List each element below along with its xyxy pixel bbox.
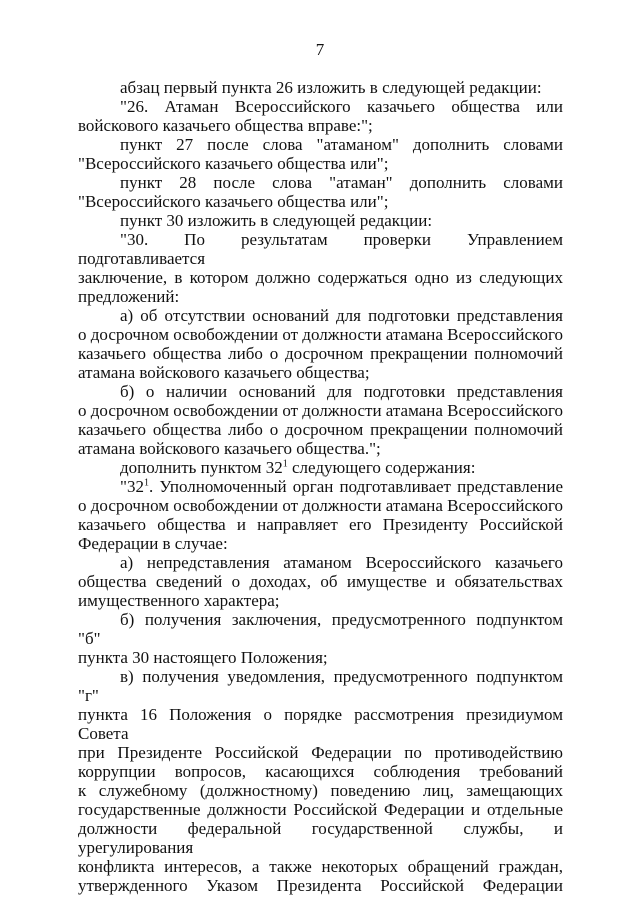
text-line: атамана войскового казачьего общества; <box>78 363 370 382</box>
text-line: б) получения заключения, предусмотренного подпунктом "б" <box>78 610 563 648</box>
text-line: пункт 27 после слова "атаманом" дополнить словами <box>120 135 563 154</box>
text-line: а) непредставления атаманом Всероссийского казачьего <box>120 553 563 572</box>
superscript: 1 <box>282 458 288 470</box>
text-line: в) получения уведомления, предусмотренного подпунктом "г" <box>78 667 563 705</box>
text-line: казачьего общества либо о досрочном прекращении полномочий <box>78 344 563 363</box>
text-line: общества сведений о доходах, об имуществе и обязательствах <box>78 572 563 591</box>
text-line: "26. Атаман Всероссийского казачьего общества или <box>120 97 563 116</box>
document-body <box>78 78 563 895</box>
text-line: атамана войскового казачьего общества."; <box>78 439 381 458</box>
text-line: конфликта интересов, а также некоторых обращений граждан, <box>78 857 563 876</box>
text-line: заключение, в котором должно содержаться одно из следующих <box>78 268 563 287</box>
text-line: коррупции вопросов, касающихся соблюдения требований <box>78 762 563 781</box>
text-line: казачьего общества и направляет его Президенту Российской <box>78 515 563 534</box>
text-line: должности федеральной государственной службы, и урегулирования <box>78 819 563 857</box>
text-line: б) о наличии оснований для подготовки представления <box>120 382 563 401</box>
text-line: пункта 16 Положения о порядке рассмотрения президиумом Совета <box>78 705 563 743</box>
text-line: пункт 28 после слова "атаман" дополнить словами <box>120 173 563 192</box>
text-line: при Президенте Российской Федерации по противодействию <box>78 743 563 762</box>
superscript: 1 <box>143 477 149 489</box>
text-line: о досрочном освобождении от должности атамана Всероссийского <box>78 401 564 420</box>
text-line: государственные должности Российской Федерации и отдельные <box>78 800 563 819</box>
text-line: пункта 30 настоящего Положения; <box>78 648 328 667</box>
text-line: пункт 30 изложить в следующей редакции: <box>120 211 433 230</box>
text-line: "Всероссийского казачьего общества или"; <box>78 192 389 211</box>
page-number: 7 <box>315 40 325 59</box>
text-line: абзац первый пункта 26 изложить в следующей редакции: <box>120 78 542 97</box>
text-line: казачьего общества либо о досрочном прекращении полномочий <box>78 420 563 439</box>
text-line: к служебному (должностному) поведению лиц, замещающих <box>78 781 563 800</box>
text-line: о досрочном освобождении от должности атамана Всероссийского <box>78 496 564 515</box>
text-line: "$32^1$. Уполномоченный орган подготавливает представление <box>120 477 563 496</box>
text-line: утвержденного Указом Президента Российской Федерации <box>78 876 563 895</box>
text-line: Федерации в случае: <box>78 534 228 553</box>
text-line: войскового казачьего общества вправе:"; <box>78 116 373 135</box>
text-line: о досрочном освобождении от должности атамана Всероссийского <box>78 325 564 344</box>
text-line: предложений: <box>78 287 180 306</box>
text-line: "30. По результатам проверки Управлением подготавливается <box>78 230 563 268</box>
text-line: а) об отсутствии оснований для подготовки представления <box>120 306 563 325</box>
text-line: "Всероссийского казачьего общества или"; <box>78 154 389 173</box>
text-line: имущественного характера; <box>78 591 280 610</box>
text-line: дополнить пунктом $32^1$ следующего содержания: <box>120 458 476 477</box>
